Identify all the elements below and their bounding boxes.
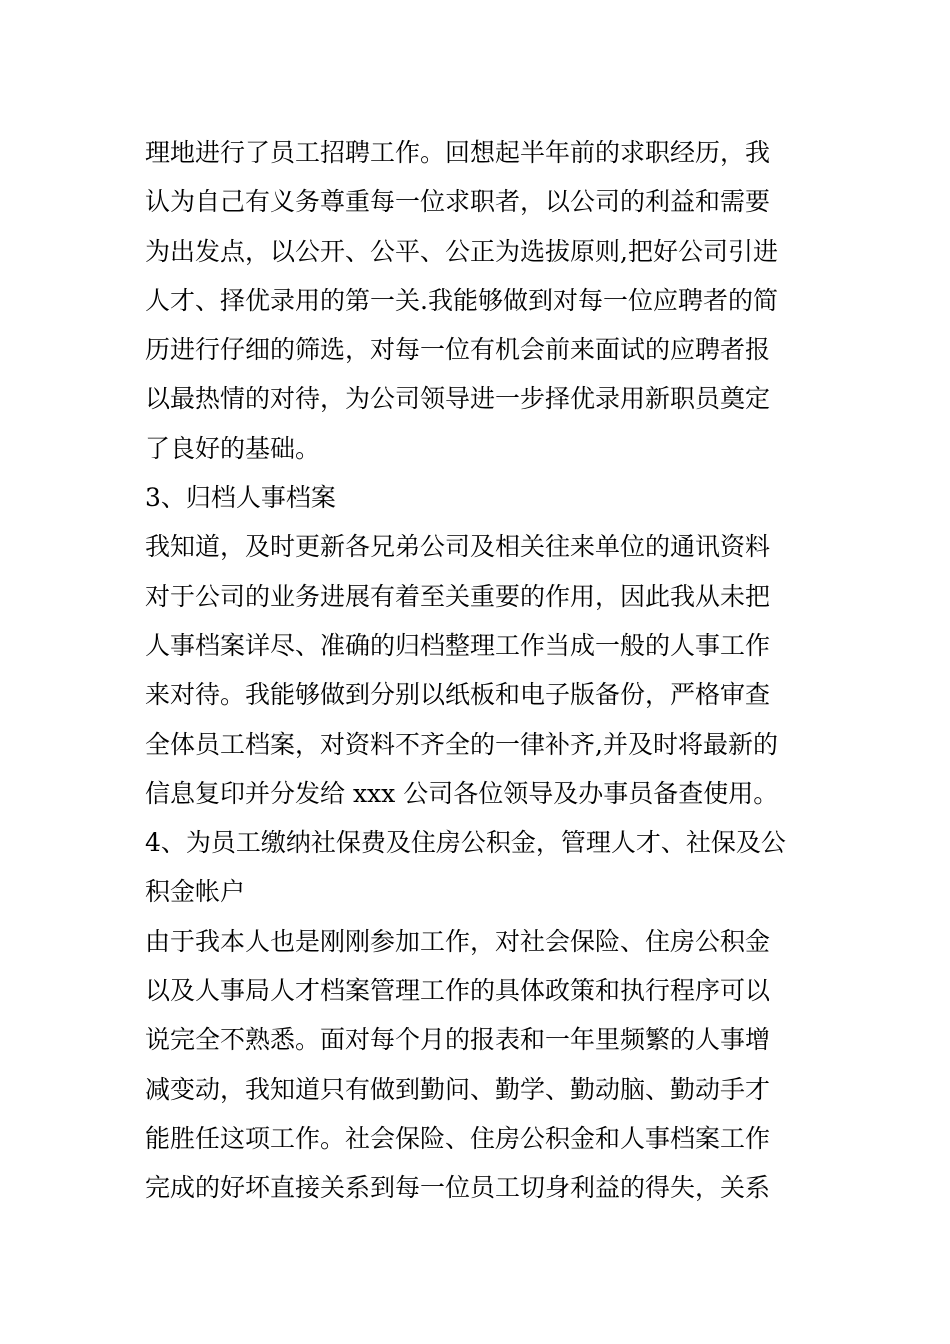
section-heading: 积金帐户 <box>145 877 246 907</box>
text-line: 人才、择优录用的第一关.我能够做到对每一位应聘者的简 <box>145 285 778 315</box>
text-line: 我知道，及时更新各兄弟公司及相关往来单位的通讯资料 <box>145 532 771 562</box>
text-line: 人事档案详尽、准确的归档整理工作当成一般的人事工作 <box>145 630 771 660</box>
text-line: 减变动，我知道只有做到勤问、勤学、勤动脑、勤动手才 <box>145 1074 771 1104</box>
section-heading: 3、归档人事档案 <box>145 483 336 513</box>
text-line: 全体员工档案，对资料不齐全的一律补齐,并及时将最新的 <box>145 729 778 759</box>
text-line: 历进行仔细的筛选，对每一位有机会前来面试的应聘者报 <box>145 335 771 365</box>
text-line: 以及人事局人才档案管理工作的具体政策和执行程序可以 <box>145 976 771 1006</box>
section-heading: 4、为员工缴纳社保费及住房公积金，管理人才、社保及公 <box>145 828 786 858</box>
text-line: 能胜任这项工作。社会保险、住房公积金和人事档案工作 <box>145 1123 771 1153</box>
text-line: 为出发点，以公开、公平、公正为选拔原则,把好公司引进 <box>145 236 778 266</box>
text-line: 了良好的基础。 <box>145 433 321 463</box>
text-line: 完成的好坏直接关系到每一位员工切身利益的得失，关系 <box>145 1173 771 1203</box>
text-line: 认为自己有义务尊重每一位求职者，以公司的利益和需要 <box>145 187 771 217</box>
text-line: 以最热情的对待，为公司领导进一步择优录用新职员奠定 <box>145 384 771 414</box>
text-line: 理地进行了员工招聘工作。回想起半年前的求职经历，我 <box>145 138 771 167</box>
text-line: 由于我本人也是刚刚参加工作，对社会保险、住房公积金 <box>145 926 771 956</box>
body-text <box>145 128 810 1213</box>
text-line: 信息复印并分发给 xxx 公司各位领导及办事员备查使用。 <box>145 778 779 808</box>
text-line: 来对待。我能够做到分别以纸板和电子版备份，严格审查 <box>145 680 771 710</box>
text-line: 对于公司的业务进展有着至关重要的作用，因此我从未把 <box>145 581 771 611</box>
text-line: 说完全不熟悉。面对每个月的报表和一年里频繁的人事增 <box>145 1025 771 1055</box>
